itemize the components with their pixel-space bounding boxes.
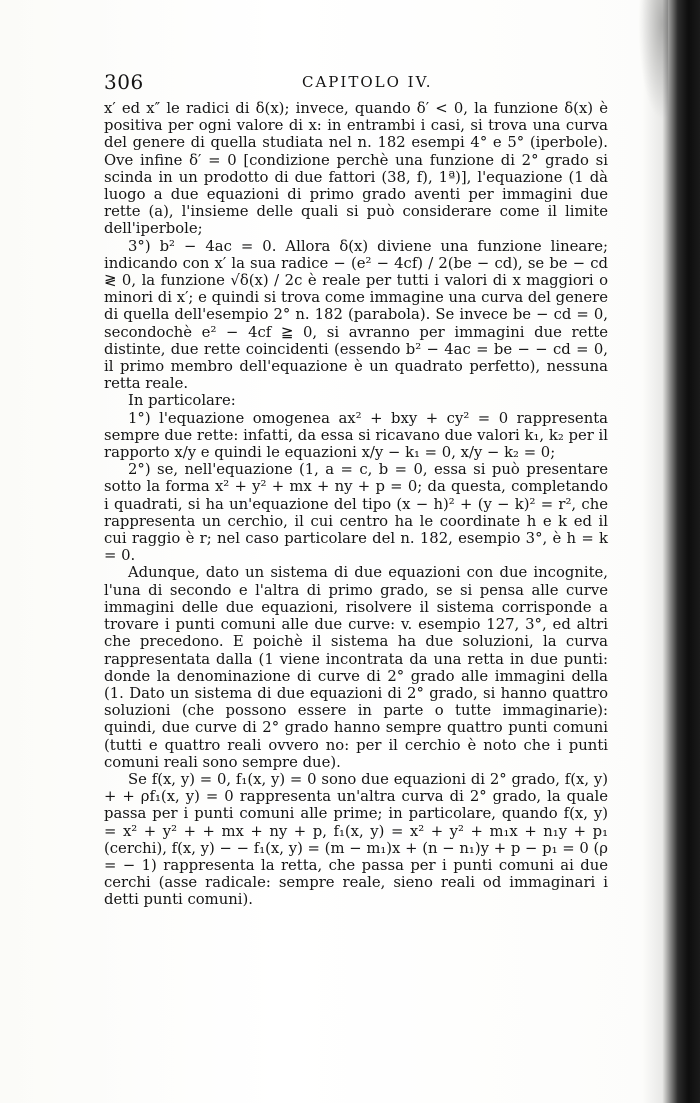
paragraph-circle: 2°) se, nell'equazione (1, a = c, b = 0, essa si può presentare sotto la forma x² + y² + mx + ny + p = 0; da questa, completando i quadrati, si ha un'equazione del tipo (x − h)² + (y − k)² = r², che rappresenta un cerchio, il cui centro ha le coordinate h e k ed il cui raggio è r; nel caso particolare del n. 182, esempio 3°, è h = k = 0. (104, 461, 608, 565)
page-header (104, 70, 608, 94)
paragraph-case-3-parabola: 3°) b² − 4ac = 0. Allora δ(x) diviene una funzione lineare; indicando con x′ la sua radice − (e² − 4cf) / 2(be − cd), se be − cd ≷ 0, la funzione √δ(x) / 2c è reale per tutti i valori di x maggiori o minori di x′; e quindi si trova come immagine una curva del genere di quella dell'esempio 2° n. 182 (parabola). Se invece be − cd = 0, secondochè e² − 4cf ≧ 0, si avranno per immagini due rette distinte, due rette coincidenti (essendo b² − 4ac = be − − cd = 0, il primo membro dell'equazione è un quadrato perfetto), nessuna retta reale. (104, 237, 608, 393)
page-number: 306 (104, 70, 144, 94)
paragraph-hyperbola-cases: x′ ed x″ le radici di δ(x); invece, quando δ′ < 0, la funzione δ(x) è positiva per ogni valore di x: in entrambi i casi, si trova una curva del genere di quella studiata nel n. 182 esempi 4° e 5° (iperbole). Ove infine δ′ = 0 [condizione perchè una funzione di 2° grado si scinda in un prodotto di due fattori (38, f), 1ª)], l'equazione (1 dà luogo a due equazioni di primo grado aventi per immagini due rette (a), l'insieme delle quali si può considerare come il limite dell'iperbole; (104, 100, 608, 238)
running-head: CAPITOLO IV. (302, 73, 433, 91)
paragraph-radical-axis: Se f(x, y) = 0, f₁(x, y) = 0 sono due equazioni di 2° grado, f(x, y) + + ρf₁(x, y) = 0 rappresenta un'altra curva di 2° grado, la quale passa per i punti comuni alle prime; in particolare, quando f(x, y) = x² + y² + + mx + ny + p, f₁(x, y) = x² + y² + m₁x + n₁y + p₁ (cerchi), f(x, y) − − f₁(x, y) = (m − m₁)x + (n − n₁)y + p − p₁ = 0 (ρ = − 1) rappresenta la retta, che passa per i punti comuni ai due cerchi (asse radicale: sempre reale, sieno reali od immaginari i detti punti comuni). (104, 770, 608, 909)
paragraph-homogeneous-equation: 1°) l'equazione omogenea ax² + bxy + cy² = 0 rappresenta sempre due rette: infatti, da essa si ricavano due valori k₁, k₂ per il rapporto x/y e quindi le equazioni x/y − k₁ = 0, x/y − k₂ = 0; (104, 409, 608, 462)
paper-fringe (638, 0, 668, 120)
paragraph-system-of-equations: Adunque, dato un sistema di due equazioni con due incognite, l'una di secondo e l'altra di primo grado, se si pensa alle curve immagini delle due equazioni, risolvere il sistema corrisponde a trovare i punti comuni alle due curve: v. esempio 127, 3°, ed altri che precedono. E poichè il sistema ha due soluzioni, la curva rappresentata dalla (1 viene incontrata da una retta in due punti: donde la denominazione di curve di 2° grado alle immagini della (1. Dato un sistema di due equazioni di 2° grado, si hanno quattro soluzioni (che possono essere in parte o tutte immaginarie): quindi, due curve di 2° grado hanno sempre quattro punti comuni (tutti e quattro reali ovvero no: per il cerchio è noto che i punti comuni reali sono sempre due). (104, 564, 608, 771)
dark-binding-edge (642, 0, 700, 1103)
paragraph-in-particular: In particolare: (128, 392, 236, 410)
body-text (104, 100, 608, 909)
